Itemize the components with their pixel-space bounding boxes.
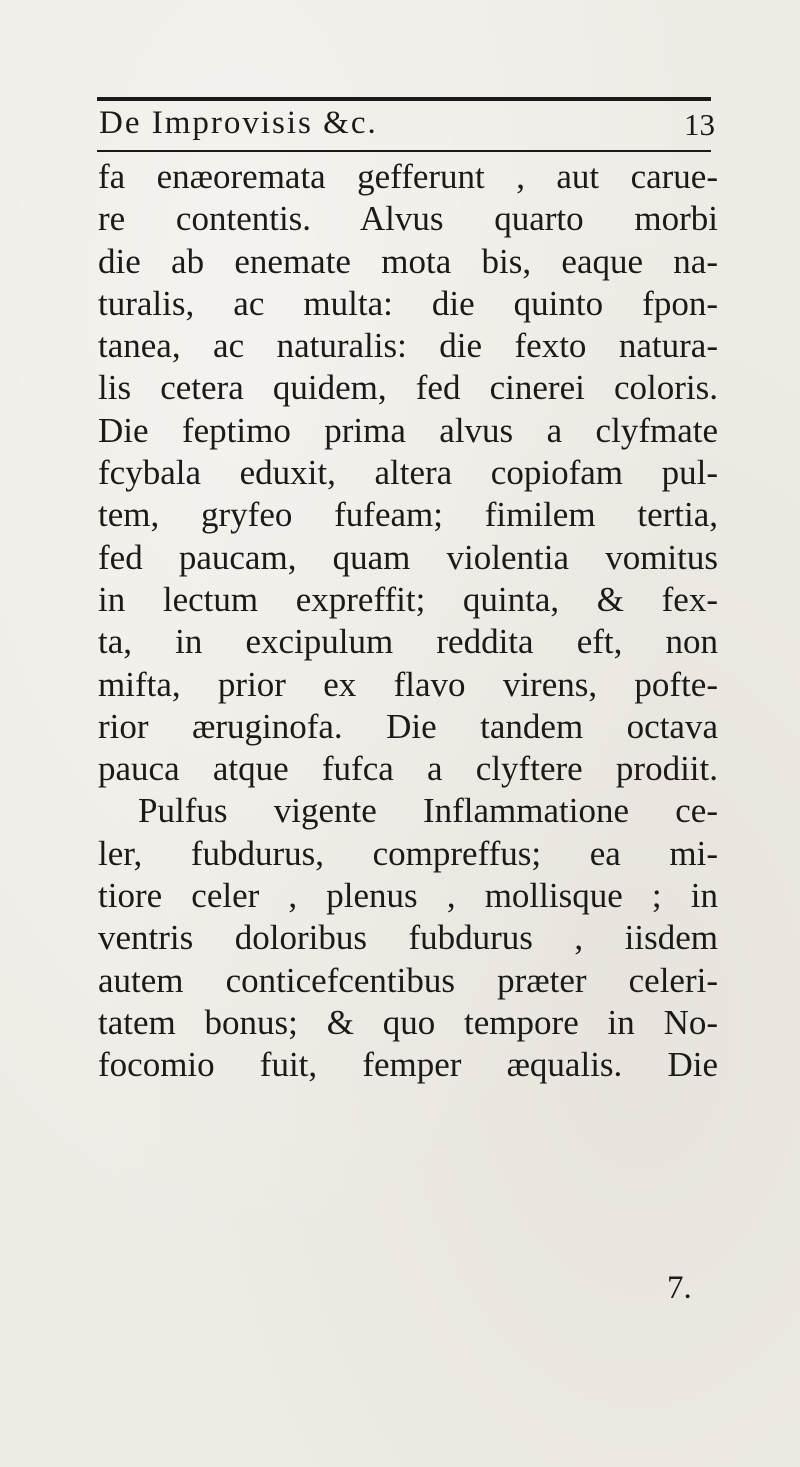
text-line: Pulfus vigente Inflammatione ce- (138, 791, 718, 831)
running-head: De Improvisis &c. (99, 105, 378, 141)
text-line: autem conticefcentibus præter celeri- (98, 960, 718, 1000)
text-line: ventris doloribus fubdurus , iisdem (98, 918, 718, 958)
text-line: tanea, ac naturalis: die fexto natura- (98, 326, 718, 366)
page-header (99, 103, 715, 147)
text-line: fa enæoremata gefferunt , aut carue- (98, 157, 718, 196)
text-line: die ab enemate mota bis, eaque na- (98, 241, 718, 281)
top-rule (97, 97, 711, 101)
text-line: re contentis. Alvus quarto morbi (98, 199, 718, 239)
page-number: 13 (684, 107, 715, 142)
text-line: ler, fubdurus, compreffus; ea mi- (98, 833, 718, 873)
text-line: tiore celer , plenus , mollisque ; in (98, 876, 718, 916)
text-line: tatem bonus; & quo tempore in No- (98, 1002, 718, 1042)
text-line: pauca atque fufca a clyftere prodiit. (98, 749, 718, 789)
catchword: 7. (667, 1270, 692, 1306)
text-line: Die feptimo prima alvus a clyfmate (98, 410, 718, 450)
text-line: in lectum expreffit; quinta, & fex- (98, 579, 718, 619)
text-line: fcybala eduxit, altera copiofam pul- (98, 453, 718, 493)
text-line: fed paucam, quam violentia vomitus (98, 537, 718, 577)
text-line: focomio fuit, femper æqualis. Die (98, 1045, 718, 1085)
text-line: mifta, prior ex flavo virens, pofte- (98, 664, 718, 704)
text-line: tem, gryfeo fufeam; fimilem tertia, (98, 495, 718, 535)
body-text (98, 156, 718, 1087)
text-line: rior æruginofa. Die tandem octava (98, 706, 718, 746)
text-line: ta, in excipulum reddita eft, non (98, 622, 718, 662)
header-rule (97, 150, 711, 152)
text-line: lis cetera quidem, fed cinerei coloris. (98, 368, 718, 408)
text-line: turalis, ac multa: die quinto fpon- (98, 283, 718, 323)
